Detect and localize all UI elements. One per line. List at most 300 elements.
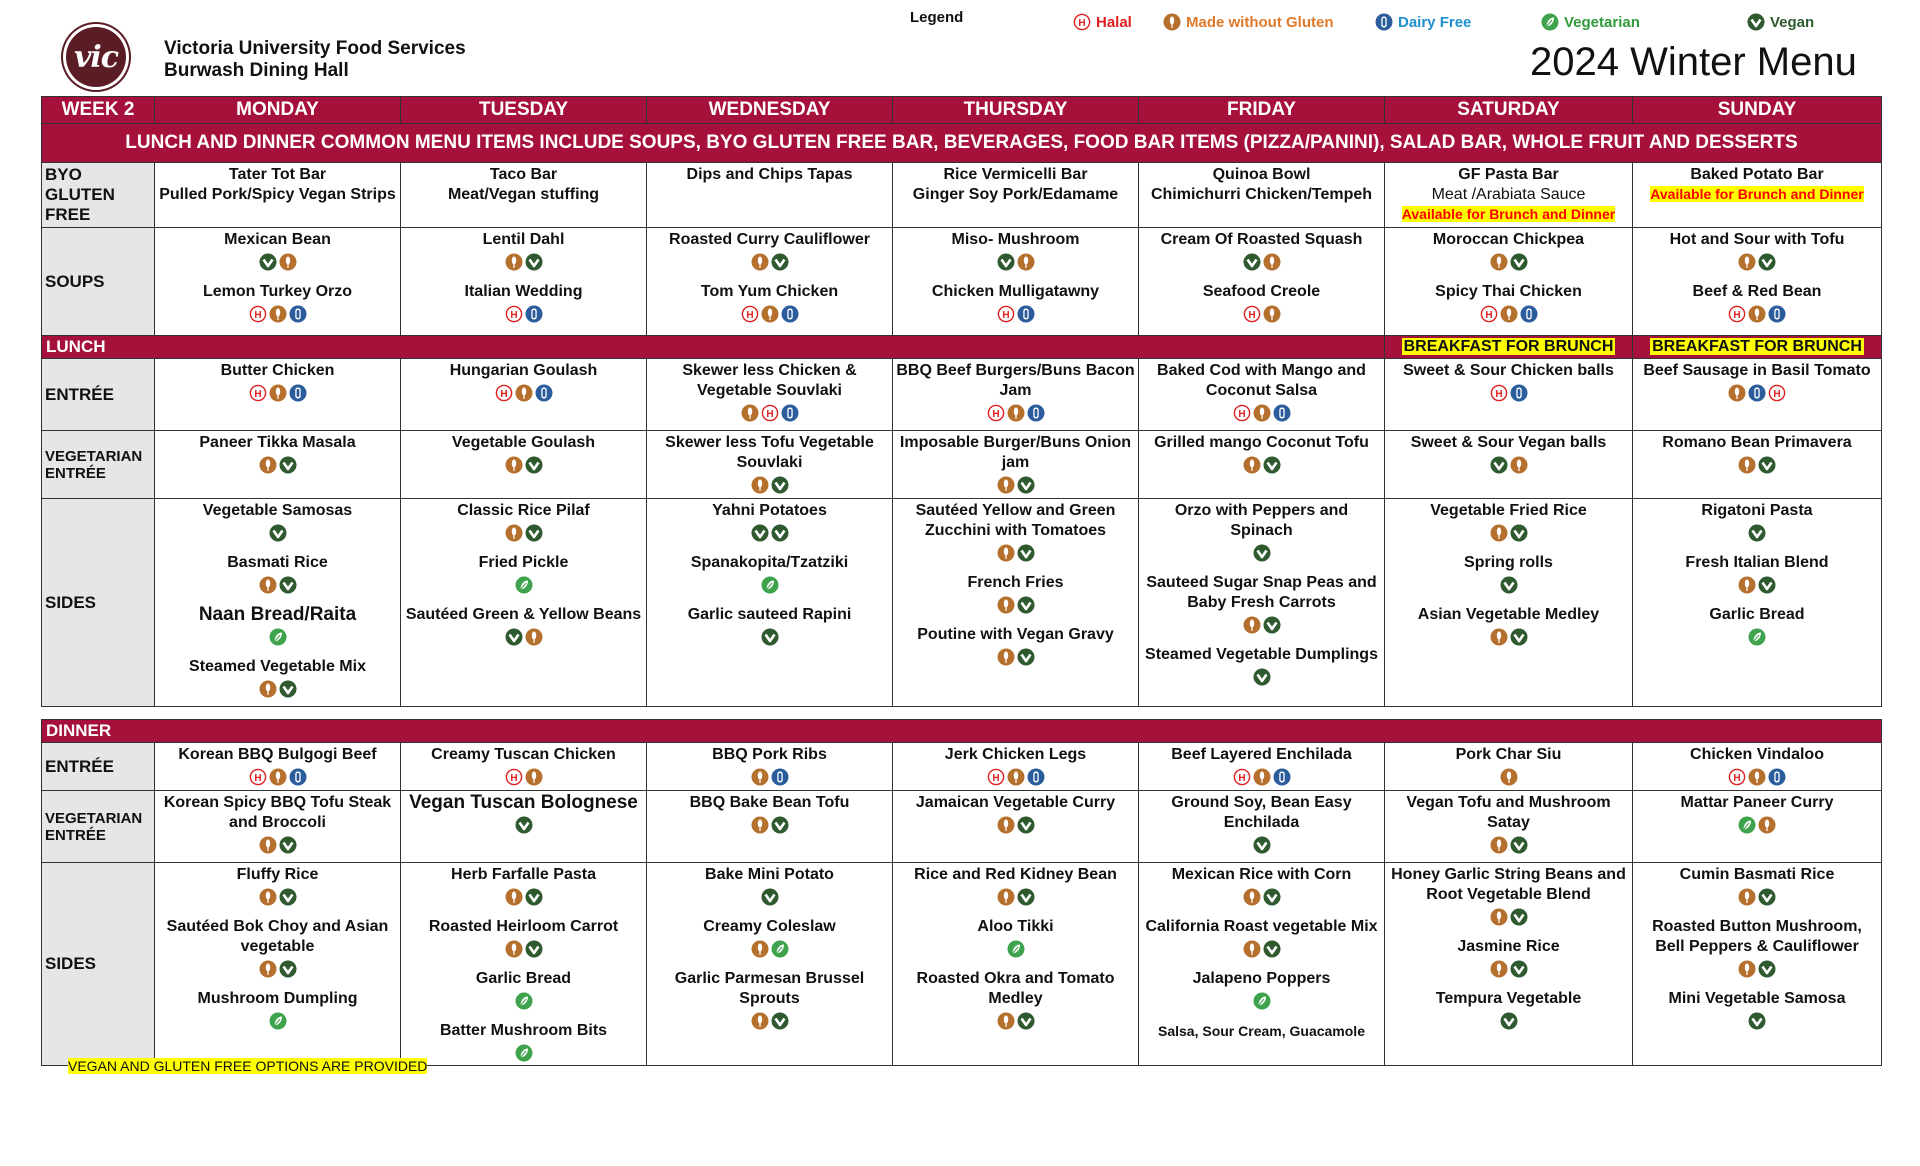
dietary-icons	[1388, 835, 1629, 855]
day-friday: FRIDAY	[1139, 97, 1385, 124]
halal-icon	[1728, 768, 1746, 786]
byo-line: Taco Bar	[489, 166, 558, 183]
gluten-free-icon	[259, 888, 277, 906]
vegan-icon	[1263, 888, 1281, 906]
dietary-icons	[896, 595, 1135, 615]
halal-icon	[1490, 384, 1508, 402]
vegan-icon	[279, 456, 297, 474]
vegan-icon	[1017, 596, 1035, 614]
svg-text:H: H	[509, 309, 518, 321]
soups-cell	[1139, 228, 1385, 336]
dish-name: Vegetable Goulash	[451, 434, 596, 451]
halal-icon	[1233, 404, 1251, 422]
vegetarian-icon	[761, 576, 779, 594]
gluten-free-icon	[997, 476, 1015, 494]
byo-cell	[1633, 163, 1882, 228]
lunch-veg-cell	[401, 431, 647, 499]
dish-name: Moroccan Chickpea	[1432, 231, 1585, 248]
dish-name: Ground Soy, Bean Easy Enchilada	[1171, 794, 1352, 831]
row-label-entree: ENTRÉE	[42, 743, 155, 791]
halal-icon	[249, 768, 267, 786]
dinner-entree-cell	[893, 743, 1139, 791]
dietary-icons	[896, 543, 1135, 563]
dietary-icons	[1636, 575, 1878, 595]
dietary-icons	[404, 252, 643, 272]
gluten-free-icon	[505, 456, 523, 474]
gluten-free-icon	[741, 404, 759, 422]
gluten-free-icon	[1738, 960, 1756, 978]
dietary-icons	[404, 304, 643, 324]
footnote	[68, 1058, 427, 1074]
dietary-icons	[158, 252, 397, 272]
dinner-entree-cell	[401, 743, 647, 791]
svg-text:H: H	[991, 772, 1000, 784]
dish-name: Mexican Rice with Corn	[1171, 866, 1352, 883]
dish-name: Sautéed Yellow and Green Zucchini with Tomatoes	[915, 502, 1116, 539]
dinner-label: DINNER	[42, 720, 1882, 743]
vegan-icon	[1747, 13, 1765, 31]
lunch-entree-cell	[1385, 359, 1633, 431]
byo-line: Chimichurri Chicken/Tempeh	[1150, 186, 1373, 203]
dinner-veg-cell	[1139, 791, 1385, 863]
gluten-free-icon	[1263, 253, 1281, 271]
dietary-icons	[1142, 304, 1381, 324]
dish-name: Roasted Button Mushroom, Bell Peppers & Cauliflower	[1652, 918, 1862, 955]
gluten-free-icon	[1490, 908, 1508, 926]
vegetarian-icon	[515, 992, 533, 1010]
dietary-icons	[650, 475, 889, 495]
byo-cell	[1385, 163, 1633, 228]
dish-name: Garlic sauteed Rapini	[687, 606, 852, 623]
dietary-icons	[158, 835, 397, 855]
lunch-sides-cell	[1633, 499, 1882, 707]
vegan-icon	[771, 476, 789, 494]
dietary-icons	[158, 455, 397, 475]
dairy-free-icon	[771, 768, 789, 786]
availability-note: Available for Brunch and Dinner	[1401, 206, 1616, 222]
dietary-icons	[650, 304, 889, 324]
gluten-free-icon	[259, 960, 277, 978]
dietary-icons	[1388, 907, 1629, 927]
dish-name: Mushroom Dumpling	[197, 990, 358, 1007]
dietary-icons	[650, 523, 889, 543]
vegetarian-icon	[771, 940, 789, 958]
dish-name: Garlic Bread	[475, 970, 572, 987]
day-saturday: SATURDAY	[1385, 97, 1633, 124]
dietary-icons	[1636, 959, 1878, 979]
dinner-entree-cell	[1385, 743, 1633, 791]
dietary-icons	[404, 887, 643, 907]
byo-cell	[155, 163, 401, 228]
dietary-icons	[1636, 455, 1878, 475]
dish-name: Roasted Curry Cauliflower	[669, 231, 870, 248]
dish-name: Creamy Coleslaw	[703, 918, 836, 935]
legend-label: Vegan	[1770, 13, 1815, 31]
gluten-free-icon	[525, 628, 543, 646]
dish-name: Beef & Red Bean	[1692, 283, 1822, 300]
menu-table	[41, 96, 1882, 1066]
dinner-section-row	[42, 720, 1882, 743]
dairy-free-icon	[1027, 768, 1045, 786]
day-tuesday: TUESDAY	[401, 97, 647, 124]
gluten-free-icon	[1748, 305, 1766, 323]
lunch-entree-row	[42, 359, 1882, 431]
dish-name: BBQ Beef Burgers/Buns Bacon Jam	[896, 362, 1135, 399]
gluten-free-icon	[1243, 456, 1261, 474]
dairy-free-icon	[525, 305, 543, 323]
dinner-sides-cell	[155, 863, 401, 1066]
dietary-icons	[1388, 383, 1629, 403]
vegan-icon	[515, 816, 533, 834]
svg-text:H: H	[1078, 18, 1086, 29]
spacer	[1636, 272, 1878, 282]
vegan-icon	[771, 524, 789, 542]
lunch-veg-cell	[1385, 431, 1633, 499]
gluten-free-icon	[1510, 456, 1528, 474]
spacer	[158, 272, 397, 282]
gluten-free-icon	[1500, 768, 1518, 786]
spacer	[1142, 635, 1381, 645]
legend-label: Dairy Free	[1398, 13, 1472, 31]
halal-icon	[1233, 768, 1251, 786]
dietary-icons	[650, 939, 889, 959]
dish-name: French Fries	[967, 574, 1064, 591]
vegan-icon	[1490, 456, 1508, 474]
dietary-icons	[158, 959, 397, 979]
row-label-veg-entree: VEGETARIAN ENTRÉE	[42, 431, 155, 499]
gluten-free-icon	[269, 305, 287, 323]
vegan-icon	[259, 253, 277, 271]
lunch-label: LUNCH	[42, 336, 1385, 359]
dish-name: Spicy Thai Chicken	[1435, 283, 1582, 300]
dish-name: Basmati Rice	[227, 554, 328, 571]
dietary-icons	[404, 627, 643, 647]
lunch-entree-cell	[647, 359, 893, 431]
lunch-sides-row	[42, 499, 1882, 707]
dairy-free-icon	[1748, 384, 1766, 402]
dairy-free-icon	[781, 404, 799, 422]
lunch-veg-cell	[1139, 431, 1385, 499]
dietary-icons	[1636, 887, 1878, 907]
vegan-icon	[1263, 616, 1281, 634]
byo-row	[42, 163, 1882, 228]
lunch-sides-cell	[893, 499, 1139, 707]
gluten-free-icon	[269, 384, 287, 402]
gluten-free-icon	[1748, 768, 1766, 786]
gluten-free-icon	[1490, 836, 1508, 854]
dietary-icons	[158, 383, 397, 403]
dietary-icons	[1142, 991, 1381, 1011]
vegan-icon	[771, 253, 789, 271]
dish-name: Jerk Chicken Legs	[944, 746, 1087, 763]
day-wednesday: WEDNESDAY	[647, 97, 893, 124]
row-label-byo: BYO GLUTEN FREE	[42, 163, 155, 228]
gluten-free-icon	[259, 836, 277, 854]
dinner-sides-cell	[401, 863, 647, 1066]
gluten-free-icon	[1758, 816, 1776, 834]
dinner-entree-row	[42, 743, 1882, 791]
gluten-free-icon	[1500, 305, 1518, 323]
dish-name: Garlic Bread	[1709, 606, 1805, 623]
gluten-free-icon	[1243, 888, 1261, 906]
vegan-icon	[1017, 648, 1035, 666]
gluten-free-icon	[1017, 253, 1035, 271]
byo-cell	[647, 163, 893, 228]
dish-name: Sauteed Sugar Snap Peas and Baby Fresh Carrots	[1146, 574, 1377, 611]
dish-name: Cumin Basmati Rice	[1679, 866, 1835, 883]
dinner-entree-cell	[647, 743, 893, 791]
gluten-free-icon	[269, 768, 287, 786]
dish-name: Seafood Creole	[1202, 283, 1321, 300]
svg-text:H: H	[1773, 388, 1781, 400]
dietary-icons	[1636, 627, 1878, 647]
row-label-soups: SOUPS	[42, 228, 155, 336]
vegan-icon	[771, 1012, 789, 1030]
byo-cell	[893, 163, 1139, 228]
dish-name: Steamed Vegetable Dumplings	[1145, 646, 1378, 663]
svg-text:H: H	[1247, 309, 1256, 321]
dietary-icons	[896, 767, 1135, 787]
svg-text:H: H	[991, 408, 1000, 420]
dish-name: Butter Chicken	[220, 362, 335, 379]
dietary-icons	[404, 767, 643, 787]
dietary-icons	[1636, 383, 1878, 403]
dietary-icons	[1636, 523, 1878, 543]
lunch-entree-cell	[1139, 359, 1385, 431]
dairy-free-icon	[781, 305, 799, 323]
legend-dairy-free	[1374, 13, 1471, 31]
spacer	[404, 1011, 643, 1021]
vegan-icon	[279, 960, 297, 978]
dinner-sides-cell	[1385, 863, 1633, 1066]
vegan-icon	[1253, 668, 1271, 686]
spacer	[1388, 979, 1629, 989]
vegan-icon	[279, 836, 297, 854]
dish-name: Tempura Vegetable	[1435, 990, 1582, 1007]
dietary-icons	[650, 887, 889, 907]
dish-name: Sautéed Green & Yellow Beans	[405, 606, 642, 623]
lunch-sides-cell	[647, 499, 893, 707]
halal-icon	[761, 404, 779, 422]
lunch-sides-cell	[155, 499, 401, 707]
soups-cell	[1385, 228, 1633, 336]
dish-name: Korean Spicy BBQ Tofu Steak and Broccoli	[163, 794, 392, 831]
svg-text:H: H	[1494, 388, 1503, 400]
day-monday: MONDAY	[155, 97, 401, 124]
dairy-free-icon	[1273, 768, 1291, 786]
dairy-free-icon	[1768, 768, 1786, 786]
gluten-free-icon	[997, 544, 1015, 562]
dinner-veg-cell	[647, 791, 893, 863]
dietary-icons	[1142, 667, 1381, 687]
gluten-free-icon	[751, 476, 769, 494]
dish-name: Jamaican Vegetable Curry	[915, 794, 1116, 811]
dietary-icons	[404, 991, 643, 1011]
lunch-veg-cell	[1633, 431, 1882, 499]
spacer	[1636, 595, 1878, 605]
dietary-icons	[1388, 959, 1629, 979]
dinner-entree-cell	[155, 743, 401, 791]
dietary-icons	[650, 767, 889, 787]
dish-name: California Roast vegetable Mix	[1145, 918, 1378, 935]
brunch-note-saturday	[1385, 336, 1633, 359]
dish-name: Jasmine Rice	[1457, 938, 1560, 955]
vegan-icon	[1017, 544, 1035, 562]
dish-name: Pork Char Siu	[1455, 746, 1562, 763]
vegan-icon	[1500, 1012, 1518, 1030]
vegetarian-icon	[515, 576, 533, 594]
dietary-icons	[1636, 767, 1878, 787]
spacer	[1142, 272, 1381, 282]
vegan-icon	[279, 576, 297, 594]
vegan-icon	[1510, 908, 1528, 926]
spacer	[650, 272, 889, 282]
dairy-free-icon	[289, 768, 307, 786]
halal-icon	[505, 305, 523, 323]
brunch-label: BREAKFAST FOR BRUNCH	[1403, 338, 1614, 355]
vegan-icon	[525, 253, 543, 271]
legend-vegetarian	[1540, 13, 1640, 31]
svg-text:H: H	[1237, 772, 1246, 784]
dietary-icons	[1388, 575, 1629, 595]
gluten-free-icon	[997, 888, 1015, 906]
dietary-icons	[158, 523, 397, 543]
vegetarian-icon	[1007, 940, 1025, 958]
dietary-icons	[158, 679, 397, 699]
lunch-veg-cell	[155, 431, 401, 499]
vegan-icon	[751, 524, 769, 542]
dish-name: Cream Of Roasted Squash	[1160, 231, 1363, 248]
dish-name: Vegetable Samosas	[202, 502, 353, 519]
dietary-icons	[1142, 252, 1381, 272]
row-label-sides: SIDES	[42, 863, 155, 1066]
dietary-icons	[1636, 815, 1878, 835]
dairy-free-icon	[1017, 305, 1035, 323]
dish-name: Vegan Tuscan Bolognese	[409, 792, 638, 813]
dietary-icons	[896, 252, 1135, 272]
gluten-free-icon	[1163, 13, 1181, 31]
vegan-icon	[761, 628, 779, 646]
gluten-free-icon	[1490, 628, 1508, 646]
gluten-free-icon	[1243, 940, 1261, 958]
dairy-free-icon	[1375, 13, 1393, 31]
gluten-free-icon	[997, 596, 1015, 614]
dietary-icons	[1388, 627, 1629, 647]
gluten-free-icon	[1738, 253, 1756, 271]
gluten-free-icon	[259, 456, 277, 474]
vegan-icon	[1500, 576, 1518, 594]
week-label: WEEK 2	[42, 97, 155, 124]
lunch-entree-cell	[155, 359, 401, 431]
svg-text:H: H	[253, 772, 262, 784]
dietary-icons	[1388, 455, 1629, 475]
dish-name: Asian Vegetable Medley	[1417, 606, 1600, 623]
vegan-icon	[1017, 1012, 1035, 1030]
dairy-free-icon	[1273, 404, 1291, 422]
gluten-free-icon	[751, 768, 769, 786]
vegan-icon	[279, 680, 297, 698]
dietary-icons	[158, 887, 397, 907]
dish-name: Italian Wedding	[464, 283, 583, 300]
dish-name: Roasted Heirloom Carrot	[428, 918, 619, 935]
logo	[66, 27, 126, 87]
vegan-icon	[1510, 524, 1528, 542]
dish-name: Tom Yum Chicken	[700, 283, 839, 300]
vegan-icon	[525, 456, 543, 474]
lunch-section-row	[42, 336, 1882, 359]
dish-name: Creamy Tuscan Chicken	[431, 746, 616, 763]
legend-halal	[1072, 13, 1132, 31]
svg-text:H: H	[1484, 309, 1493, 321]
gluten-free-icon	[997, 648, 1015, 666]
vegan-icon	[1748, 524, 1766, 542]
halal-icon	[987, 768, 1005, 786]
spacer	[650, 907, 889, 917]
row-label-veg-entree: VEGETARIAN ENTRÉE	[42, 791, 155, 863]
dietary-icons	[650, 252, 889, 272]
vegan-icon	[771, 816, 789, 834]
dish-name: Lemon Turkey Orzo	[202, 283, 353, 300]
byo-line: Quinoa Bowl	[1212, 166, 1311, 183]
svg-text:H: H	[765, 408, 774, 420]
dish-name: BBQ Bake Bean Tofu	[689, 794, 850, 811]
vegetarian-icon	[269, 628, 287, 646]
halal-icon	[249, 305, 267, 323]
dietary-icons	[1142, 887, 1381, 907]
dietary-icons	[158, 575, 397, 595]
byo-cell	[1139, 163, 1385, 228]
spacer	[1388, 543, 1629, 553]
vegan-icon	[1243, 253, 1261, 271]
vegan-icon	[761, 888, 779, 906]
vegan-icon	[525, 940, 543, 958]
gluten-free-icon	[751, 253, 769, 271]
dietary-icons	[896, 647, 1135, 667]
dinner-sides-cell	[1633, 863, 1882, 1066]
byo-line: Ginger Soy Pork/Edamame	[912, 186, 1119, 203]
byo-line: Baked Potato Bar	[1690, 166, 1824, 183]
dish-name: Aloo Tikki	[977, 918, 1054, 935]
dish-name: Beef Sausage in Basil Tomato	[1643, 362, 1871, 379]
dinner-entree-cell	[1633, 743, 1882, 791]
dietary-icons	[1388, 767, 1629, 787]
dish-name: Chicken Mulligatawny	[931, 283, 1100, 300]
lunch-veg-row	[42, 431, 1882, 499]
vegan-icon	[1758, 960, 1776, 978]
halal-icon	[249, 384, 267, 402]
vegetarian-icon	[515, 1044, 533, 1062]
spacer	[896, 272, 1135, 282]
dietary-icons	[650, 627, 889, 647]
spacer	[158, 647, 397, 657]
gluten-free-icon	[751, 940, 769, 958]
spacer	[650, 595, 889, 605]
spacer	[158, 907, 397, 917]
spacer	[896, 959, 1135, 969]
dish-name: Spanakopita/Tzatziki	[690, 554, 849, 571]
day-sunday: SUNDAY	[1633, 97, 1882, 124]
vegan-icon	[1017, 816, 1035, 834]
legend-label: Halal	[1096, 13, 1132, 31]
dietary-icons	[158, 627, 397, 647]
gluten-free-icon	[1263, 305, 1281, 323]
dietary-icons	[1142, 403, 1381, 423]
dinner-entree-cell	[1139, 743, 1385, 791]
dietary-icons	[404, 1043, 643, 1063]
dish-name: Hungarian Goulash	[449, 362, 598, 379]
vegan-icon	[1758, 456, 1776, 474]
spacer	[1142, 907, 1381, 917]
